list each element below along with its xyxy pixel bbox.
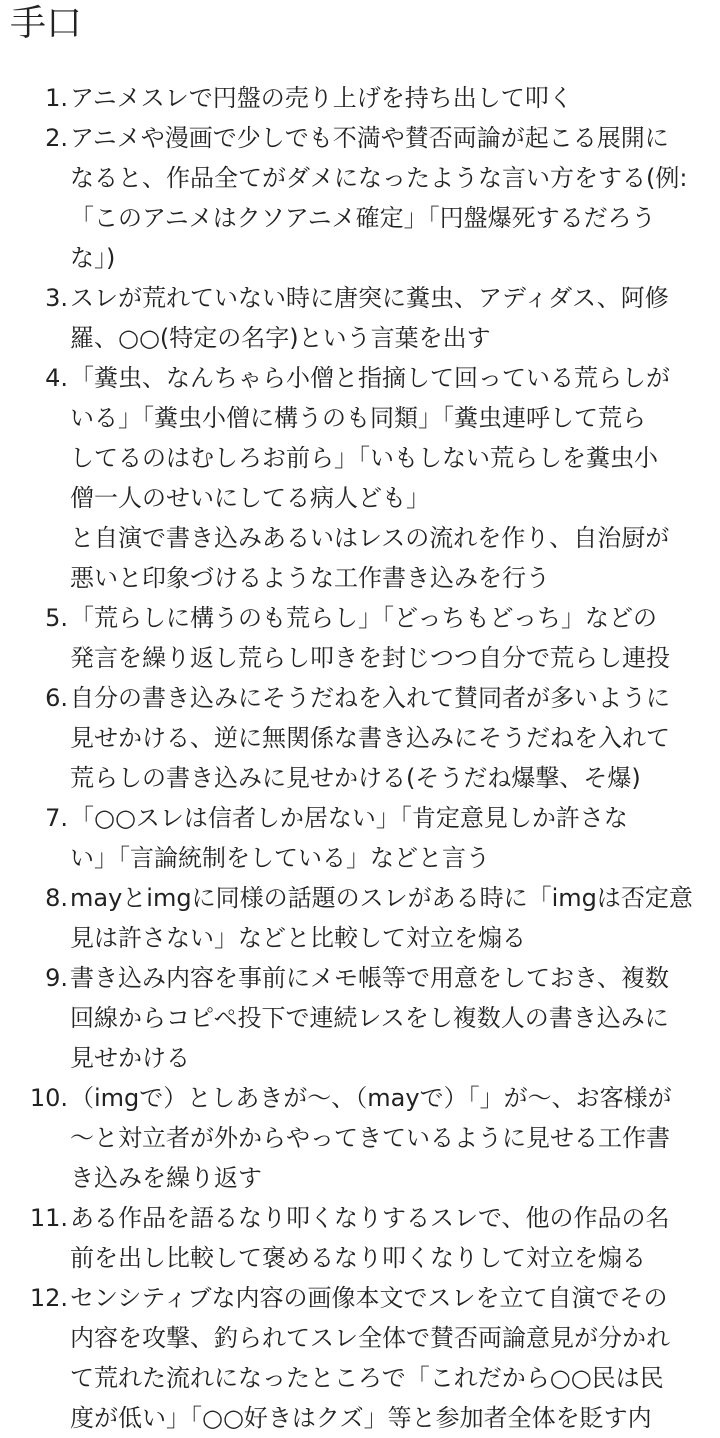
tactics-list — [0, 78, 720, 1438]
item-text: 自分の書き込みにそうだねを入れて賛同者が多いように 見せかける、逆に無関係な書き込みにそうだねを入れて 荒らしの書き込みに見せかける(そうだね爆撃、そ爆) — [70, 684, 670, 792]
item-number: 10. — [29, 1084, 68, 1112]
item-text: スレが荒れていない時に唐突に糞虫、アディダス、阿修 羅、○○(特定の名字)という言葉を出す — [70, 284, 669, 352]
item-number: 11. — [29, 1204, 68, 1232]
item-text: mayとimgに同様の話題のスレがある時に「imgは否定意 見は許さない」などと比較して対立を煽る — [70, 884, 693, 952]
item-text: 「荒らしに構うのも荒らし」「どっちもどっち」などの 発言を繰り返し荒らし叩きを封じつつ自分で荒らし連投 — [70, 604, 670, 672]
item-number: 5. — [45, 604, 68, 632]
item-text: （imgで）としあきが〜、（mayで）「」が〜、お客様が 〜と対立者が外からやってきているように見せる工作書 き込みを繰り返す — [70, 1084, 672, 1192]
list-item — [0, 358, 720, 598]
list-item — [0, 878, 720, 958]
item-number: 8. — [45, 884, 68, 912]
list-item — [0, 1278, 720, 1438]
item-number: 6. — [45, 684, 68, 712]
item-text: アニメスレで円盤の売り上げを持ち出して叩く — [70, 84, 573, 112]
item-text: アニメや漫画で少しでも不満や賛否両論が起こる展開に なると、作品全てがダメになったような言い方をする(例: 「このアニメはクソアニメ確定」「円盤爆死するだろう な」) — [70, 124, 688, 272]
item-text: ある作品を語るなり叩くなりするスレで、他の作品の名 前を出し比較して褒めるなり叩くなりして対立を煽る — [70, 1204, 670, 1272]
list-item — [0, 118, 720, 278]
item-number: 2. — [45, 124, 68, 152]
item-number: 7. — [45, 804, 68, 832]
item-text: 「○○スレは信者しか居ない」「肯定意見しか許さな い」「言論統制をしている」などと言う — [70, 804, 628, 872]
list-item — [0, 598, 720, 678]
list-item — [0, 278, 720, 358]
item-number: 4. — [45, 364, 68, 392]
item-number: 12. — [29, 1284, 68, 1312]
item-text: 書き込み内容を事前にメモ帳等で用意をしておき、複数 回線からコピペ投下で連続レスをし複数人の書き込みに 見せかける — [70, 964, 670, 1072]
item-number: 1. — [45, 84, 68, 112]
list-item — [0, 78, 720, 118]
list-item — [0, 798, 720, 878]
list-item — [0, 1198, 720, 1278]
item-text: センシティブな内容の画像本文でスレを立て自演でその 内容を攻撃、釣られてスレ全体で賛否両論意見が分かれ て荒れた流れになったところで「これだから○○民は民 度が低い」「○○好きはクズ」等と参加者全体を貶す内 — [70, 1284, 670, 1432]
page-title: 手口 — [10, 3, 83, 44]
item-number: 3. — [45, 284, 68, 312]
list-item — [0, 678, 720, 798]
list-item — [0, 958, 720, 1078]
item-number: 9. — [45, 964, 68, 992]
list-item — [0, 1078, 720, 1198]
item-text: 「糞虫、なんちゃら小僧と指摘して回っている荒らしが いる」「糞虫小僧に構うのも同類」「糞虫連呼して荒ら してるのはむしろお前ら」「いもしない荒らしを糞虫小 僧一人のせいにしてる病人ども」 と自演で書き込みあるいはレスの流れを作り、自治厨が 悪いと印象づけるような工作書き込みを行う — [70, 364, 670, 592]
